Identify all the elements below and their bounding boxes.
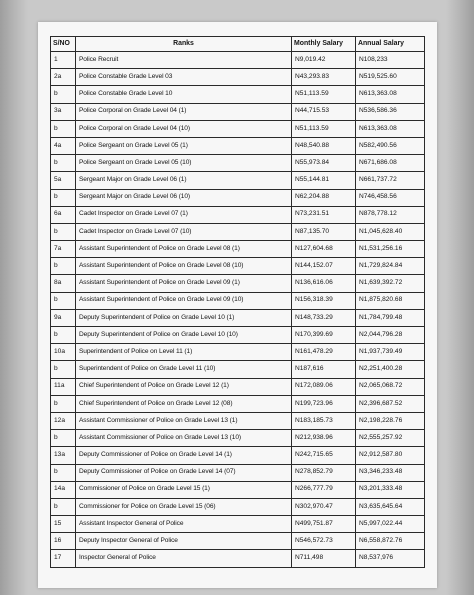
cell-annual-salary: N2,555,257.92 [356,430,425,447]
cell-sno: b [51,120,76,137]
cell-monthly-salary: N187,616 [292,361,356,378]
cell-monthly-salary: N127,604.68 [292,241,356,258]
cell-rank: Chief Superintendent of Police on Grade Level 12 (08) [76,395,292,412]
table-row [51,412,425,429]
cell-annual-salary: N3,201,333.48 [356,481,425,498]
cell-monthly-salary: N48,540.88 [292,137,356,154]
cell-sno: 1 [51,52,76,69]
cell-sno: b [51,86,76,103]
cell-monthly-salary: N302,970.47 [292,498,356,515]
table-row [51,172,425,189]
table-row [51,395,425,412]
cell-annual-salary: N1,937,739.49 [356,344,425,361]
cell-monthly-salary: N711,498 [292,550,356,567]
table-row [51,137,425,154]
cell-monthly-salary: N44,715.53 [292,103,356,120]
cell-annual-salary: N519,525.60 [356,69,425,86]
cell-rank: Assistant Superintendent of Police on Grade Level 08 (1) [76,241,292,258]
cell-annual-salary: N2,396,687.52 [356,395,425,412]
cell-annual-salary: N2,251,400.28 [356,361,425,378]
cell-sno: 7a [51,241,76,258]
cell-rank: Police Constable Grade Level 03 [76,69,292,86]
cell-monthly-salary: N51,113.59 [292,86,356,103]
salary-table [50,36,425,568]
cell-rank: Assistant Superintendent of Police on Grade Level 09 (10) [76,292,292,309]
cell-rank: Sergeant Major on Grade Level 06 (1) [76,172,292,189]
cell-rank: Deputy Commissioner of Police on Grade Level 14 (1) [76,447,292,464]
cell-sno: b [51,498,76,515]
cell-rank: Police Corporal on Grade Level 04 (10) [76,120,292,137]
cell-monthly-salary: N148,733.29 [292,309,356,326]
cell-sno: b [51,292,76,309]
cell-monthly-salary: N62,204.88 [292,189,356,206]
cell-sno: 9a [51,309,76,326]
header-sno: S/NO [51,37,76,52]
cell-sno: b [51,189,76,206]
header-annual-salary: Annual Salary [356,37,425,52]
cell-monthly-salary: N161,478.29 [292,344,356,361]
cell-monthly-salary: N199,723.96 [292,395,356,412]
cell-rank: Chief Superintendent of Police on Grade Level 12 (1) [76,378,292,395]
table-row [51,69,425,86]
cell-annual-salary: N1,045,628.40 [356,223,425,240]
cell-sno: 11a [51,378,76,395]
cell-sno: b [51,327,76,344]
header-row [51,37,425,52]
cell-annual-salary: N1,875,820.68 [356,292,425,309]
cell-annual-salary: N1,639,392.72 [356,275,425,292]
cell-sno: 15 [51,516,76,533]
cell-sno: 13a [51,447,76,464]
cell-monthly-salary: N43,293.83 [292,69,356,86]
table-row [51,309,425,326]
table-row [51,155,425,172]
cell-monthly-salary: N51,113.59 [292,120,356,137]
table-row [51,103,425,120]
cell-sno: 12a [51,412,76,429]
table-row [51,464,425,481]
cell-rank: Police Sergeant on Grade Level 05 (10) [76,155,292,172]
header-monthly-salary: Monthly Salary [292,37,356,52]
cell-rank: Deputy Commissioner of Police on Grade Level 14 (07) [76,464,292,481]
cell-rank: Assistant Commissioner of Police on Grade Level 13 (10) [76,430,292,447]
cell-sno: 8a [51,275,76,292]
table-row [51,223,425,240]
table-row [51,292,425,309]
cell-sno: b [51,361,76,378]
table-row [51,52,425,69]
cell-sno: b [51,155,76,172]
cell-monthly-salary: N87,135.70 [292,223,356,240]
cell-sno: 16 [51,533,76,550]
cell-rank: Police Recruit [76,52,292,69]
cell-sno: b [51,223,76,240]
cell-monthly-salary: N242,715.65 [292,447,356,464]
cell-annual-salary: N2,065,068.72 [356,378,425,395]
cell-monthly-salary: N266,777.79 [292,481,356,498]
cell-monthly-salary: N278,852.79 [292,464,356,481]
table-row [51,86,425,103]
cell-rank: Assistant Commissioner of Police on Grade Level 13 (1) [76,412,292,429]
cell-annual-salary: N1,531,256.16 [356,241,425,258]
table-row [51,533,425,550]
cell-sno: 10a [51,344,76,361]
cell-monthly-salary: N546,572.73 [292,533,356,550]
table-row [51,206,425,223]
cell-rank: Superintendent of Police on Grade Level 11 (10) [76,361,292,378]
table-row [51,430,425,447]
cell-rank: Police Corporal on Grade Level 04 (1) [76,103,292,120]
cell-monthly-salary: N73,231.51 [292,206,356,223]
table-row [51,447,425,464]
cell-annual-salary: N5,997,022.44 [356,516,425,533]
table-row [51,498,425,515]
cell-sno: 17 [51,550,76,567]
table-row [51,189,425,206]
cell-annual-salary: N2,912,587.80 [356,447,425,464]
cell-annual-salary: N3,346,233.48 [356,464,425,481]
table-row [51,275,425,292]
table-row [51,550,425,567]
cell-rank: Police Sergeant on Grade Level 05 (1) [76,137,292,154]
cell-rank: Commissioner for Police on Grade Level 15 (06) [76,498,292,515]
cell-rank: Cadet Inspector on Grade Level 07 (10) [76,223,292,240]
cell-rank: Police Constable Grade Level 10 [76,86,292,103]
cell-annual-salary: N6,558,872.76 [356,533,425,550]
cell-monthly-salary: N499,751.87 [292,516,356,533]
cell-rank: Deputy Superintendent of Police on Grade Level 10 (10) [76,327,292,344]
cell-annual-salary: N108,233 [356,52,425,69]
cell-sno: 5a [51,172,76,189]
cell-rank: Deputy Inspector General of Police [76,533,292,550]
cell-annual-salary: N878,778.12 [356,206,425,223]
cell-sno: b [51,258,76,275]
cell-monthly-salary: N183,185.73 [292,412,356,429]
cell-rank: Cadet Inspector on Grade Level 07 (1) [76,206,292,223]
cell-annual-salary: N2,044,796.28 [356,327,425,344]
cell-sno: 4a [51,137,76,154]
cell-annual-salary: N613,363.08 [356,120,425,137]
document-page [38,22,437,588]
cell-monthly-salary: N172,089.06 [292,378,356,395]
cell-monthly-salary: N170,399.69 [292,327,356,344]
cell-rank: Assistant Superintendent of Police on Grade Level 08 (10) [76,258,292,275]
cell-annual-salary: N8,537,976 [356,550,425,567]
cell-rank: Assistant Superintendent of Police on Grade Level 09 (1) [76,275,292,292]
cell-annual-salary: N3,635,645.64 [356,498,425,515]
cell-annual-salary: N1,784,799.48 [356,309,425,326]
cell-monthly-salary: N156,318.39 [292,292,356,309]
cell-rank: Sergeant Major on Grade Level 06 (10) [76,189,292,206]
table-row [51,378,425,395]
cell-annual-salary: N582,490.56 [356,137,425,154]
table-row [51,258,425,275]
cell-monthly-salary: N9,019.42 [292,52,356,69]
cell-sno: b [51,430,76,447]
cell-rank: Superintendent of Police on Level 11 (1) [76,344,292,361]
table-row [51,327,425,344]
cell-rank: Deputy Superintendent of Police on Grade Level 10 (1) [76,309,292,326]
cell-monthly-salary: N144,152.07 [292,258,356,275]
cell-rank: Commissioner of Police on Grade Level 15 (1) [76,481,292,498]
cell-annual-salary: N671,686.08 [356,155,425,172]
cell-sno: b [51,395,76,412]
cell-sno: 3a [51,103,76,120]
table-row [51,344,425,361]
cell-sno: 6a [51,206,76,223]
cell-sno: b [51,464,76,481]
cell-monthly-salary: N212,938.96 [292,430,356,447]
table-row [51,361,425,378]
cell-annual-salary: N746,458.56 [356,189,425,206]
cell-rank: Assistant Inspector General of Police [76,516,292,533]
cell-annual-salary: N536,586.36 [356,103,425,120]
cell-rank: Inspector General of Police [76,550,292,567]
cell-sno: 14a [51,481,76,498]
cell-sno: 2a [51,69,76,86]
cell-annual-salary: N661,737.72 [356,172,425,189]
table-body [51,52,425,568]
cell-monthly-salary: N55,144.81 [292,172,356,189]
cell-monthly-salary: N55,973.84 [292,155,356,172]
cell-annual-salary: N613,363.08 [356,86,425,103]
cell-monthly-salary: N136,616.06 [292,275,356,292]
cell-annual-salary: N2,198,228.76 [356,412,425,429]
table-row [51,241,425,258]
table-row [51,481,425,498]
table-row [51,120,425,137]
header-ranks: Ranks [76,37,292,52]
cell-annual-salary: N1,729,824.84 [356,258,425,275]
table-row [51,516,425,533]
